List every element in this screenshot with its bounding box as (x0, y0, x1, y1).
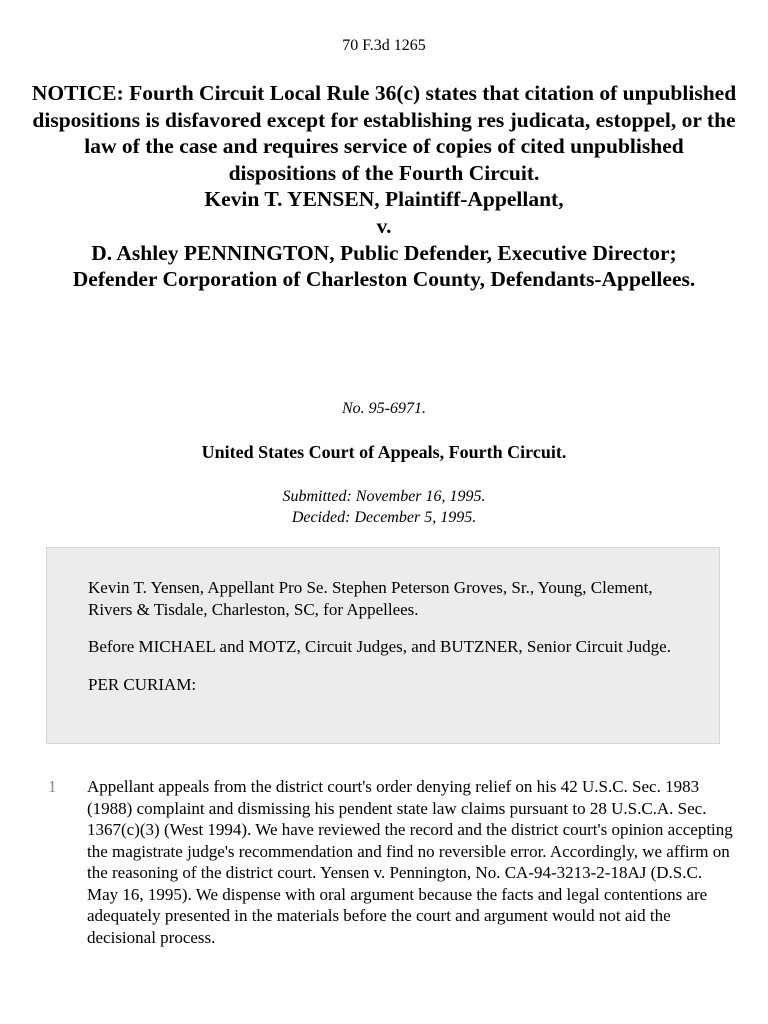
panel-text: Before MICHAEL and MOTZ, Circuit Judges, and BUTZNER, Senior Circuit Judge. (88, 637, 671, 656)
per-curiam-label: PER CURIAM: (88, 674, 197, 694)
defendant-secondary: Defender Corporation of Charleston County, Defendants-Appellees. (72, 267, 696, 292)
decision-dates (0, 486, 768, 528)
docket-number: No. 95-6971. (342, 400, 426, 417)
decided-date: Decided: December 5, 1995. (291, 509, 477, 526)
opinion-paragraph: Appellant appeals from the district court's order denying relief on his 42 U.S.C. Sec. 1983 (1988) complaint and dismissing his pendent state law claims pursuant to 28 U.S.C.A. Sec. 1367(c)(3) (West 1994). We have reviewed the record and the district court's opinion accepting the magistrate judge's recommendation and find no reversible error. Accordingly, we affirm on the reasoning of the district court. Yensen v. Pennington, No. CA-94-3213-2-18AJ (D.S.C. May 16, 1995). We dispense with oral argument because the facts and legal contentions are adequately presented in the materials before the court and argument would not aid the decisional process. (87, 777, 733, 947)
submitted-date: Submitted: November 16, 1995. (282, 488, 486, 505)
defendant-primary: D. Ashley PENNINGTON, Public Defender, Executive Director; (91, 240, 677, 265)
case-caption (30, 80, 738, 293)
counsel-text: Kevin T. Yensen, Appellant Pro Se. Stephen Peterson Groves, Sr., Young, Clement, Rivers & Tisdale, Charleston, SC, for Appellees. (88, 578, 653, 619)
case-citation: 70 F.3d 1265 (342, 37, 426, 54)
notice-text: NOTICE: Fourth Circuit Local Rule 36(c) states that citation of unpublished dispositions is disfavored except for establishing res judicata, estoppel, or the law of the case and requires service of copies of cited unpublished dispositions of the Fourth Circuit. (31, 81, 737, 185)
paragraph-number: 1 (48, 777, 57, 796)
versus-label: v. (376, 213, 392, 238)
plaintiff-name: Kevin T. YENSEN, Plaintiff-Appellant, (204, 187, 564, 212)
case-summary-box (46, 547, 720, 744)
court-name: United States Court of Appeals, Fourth Circuit. (201, 442, 567, 462)
